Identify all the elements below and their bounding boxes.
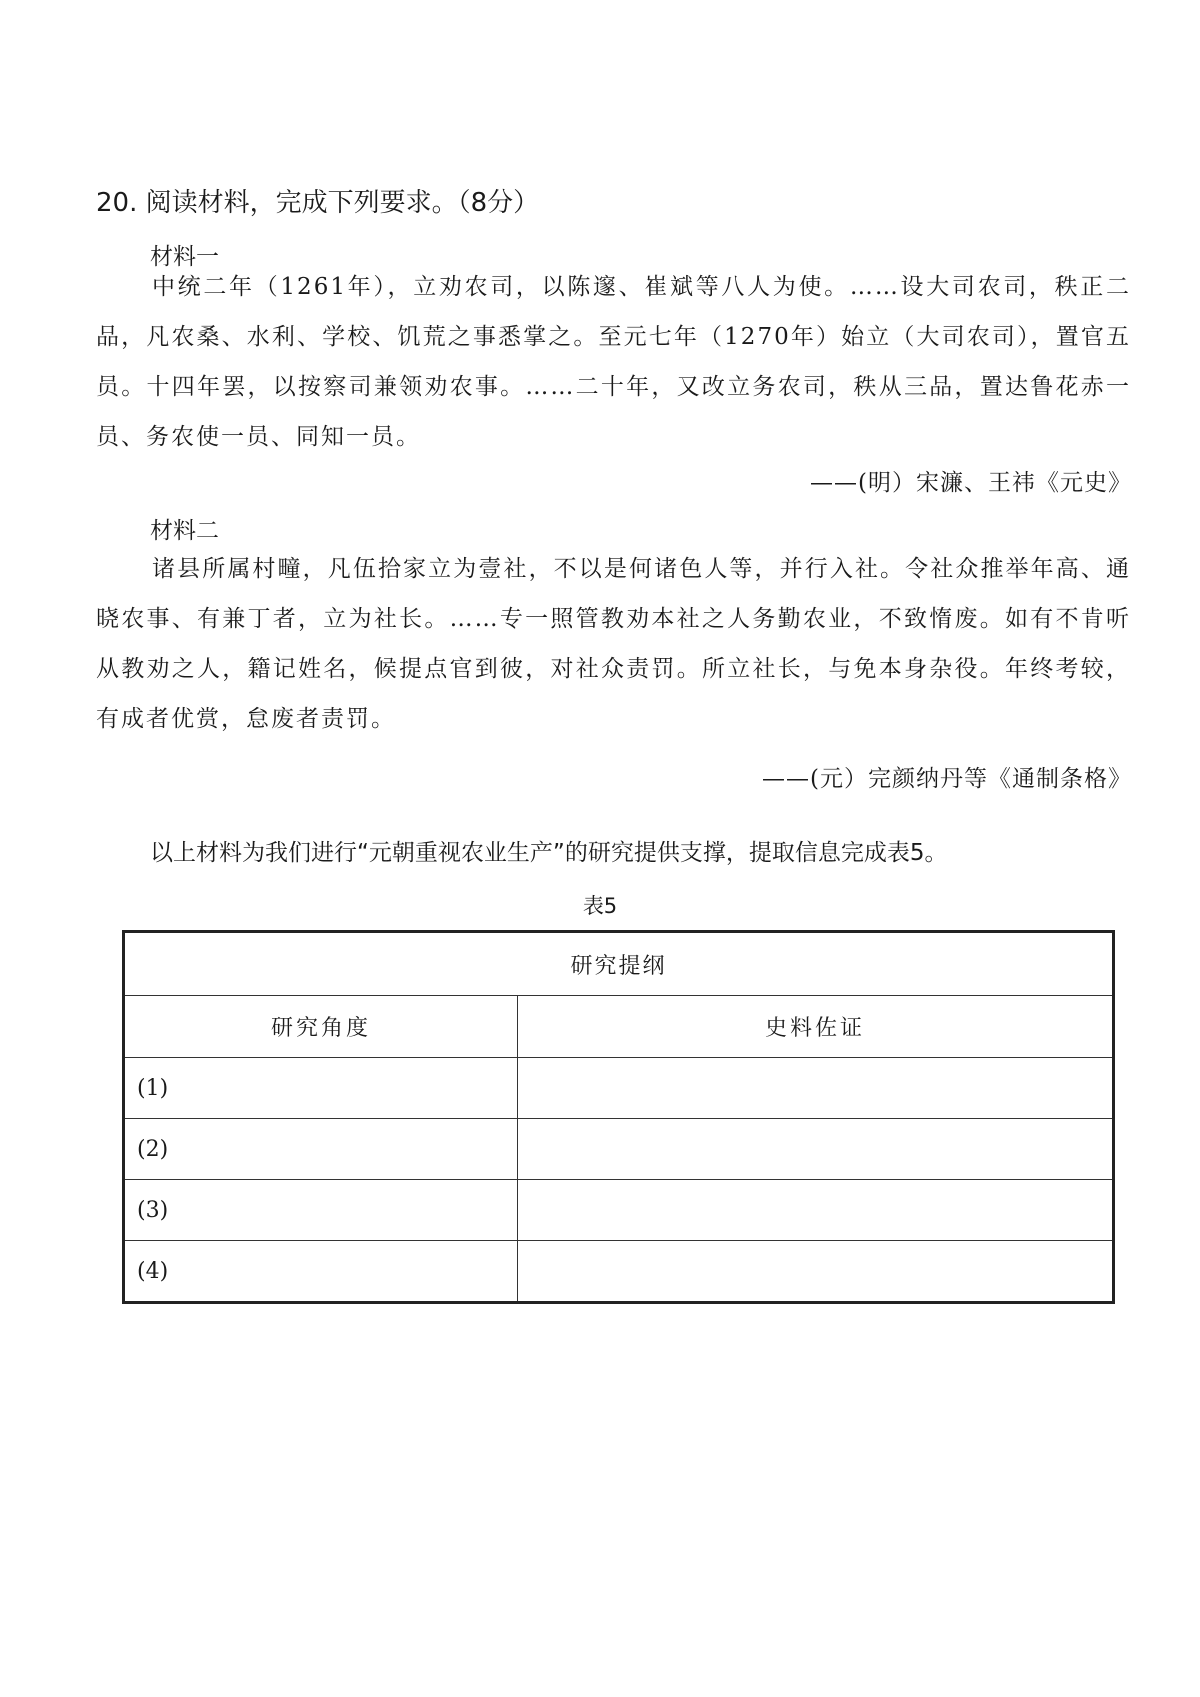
evidence-cell[interactable]: [518, 1058, 1114, 1119]
table-title: 研究提纲: [124, 932, 1114, 996]
material1-heading: 材料一: [150, 244, 219, 270]
task-instruction: 以上材料为我们进行“元朝重视农业生产”的研究提供支撑，提取信息完成表5。: [150, 840, 948, 866]
research-outline-table: [122, 930, 1115, 1304]
angle-cell[interactable]: (4): [124, 1241, 518, 1303]
header-research-angle: 研究角度: [124, 996, 518, 1058]
question-title: 20. 阅读材料，完成下列要求。（8分）: [96, 188, 540, 218]
material2-heading: 材料二: [150, 518, 219, 544]
evidence-cell[interactable]: [518, 1241, 1114, 1303]
table-caption: 表5: [582, 894, 618, 918]
table-row: [124, 1058, 1114, 1119]
material1-text: 中统二年（1261年），立劝农司，以陈邃、崔斌等八人为使。……设大司农司，秩正二品，凡农桑、水利、学校、饥荒之事悉掌之。至元七年（1270年）始立（大司农司），置官五员。十四年罢，以按察司兼领劝农事。……二十年，又改立务农司，秩从三品，置达鲁花赤一员、务农使一员、同知一员。: [96, 274, 1131, 450]
material1-source: ——(明）宋濂、王祎《元史》: [810, 470, 1132, 496]
angle-cell[interactable]: (2): [124, 1119, 518, 1180]
table-row: [124, 1180, 1114, 1241]
angle-cell[interactable]: (3): [124, 1180, 518, 1241]
material2-text: 诸县所属村疃，凡伍拾家立为壹社，不以是何诸色人等，并行入社。令社众推举年高、通晓农事、有兼丁者，立为社长。……专一照管教劝本社之人务勤农业，不致惰废。如有不肯听从教劝之人，籍记姓名，候提点官到彼，对社众责罚。所立社长，与免本身杂役。年终考较，有成者优赏，怠废者责罚。: [96, 556, 1131, 732]
table-row: [124, 1119, 1114, 1180]
header-evidence: 史料佐证: [518, 996, 1114, 1058]
table-row: [124, 1241, 1114, 1303]
material2-source: ——(元）完颜纳丹等《通制条格》: [762, 766, 1132, 792]
evidence-cell[interactable]: [518, 1119, 1114, 1180]
evidence-cell[interactable]: [518, 1180, 1114, 1241]
angle-cell[interactable]: (1): [124, 1058, 518, 1119]
